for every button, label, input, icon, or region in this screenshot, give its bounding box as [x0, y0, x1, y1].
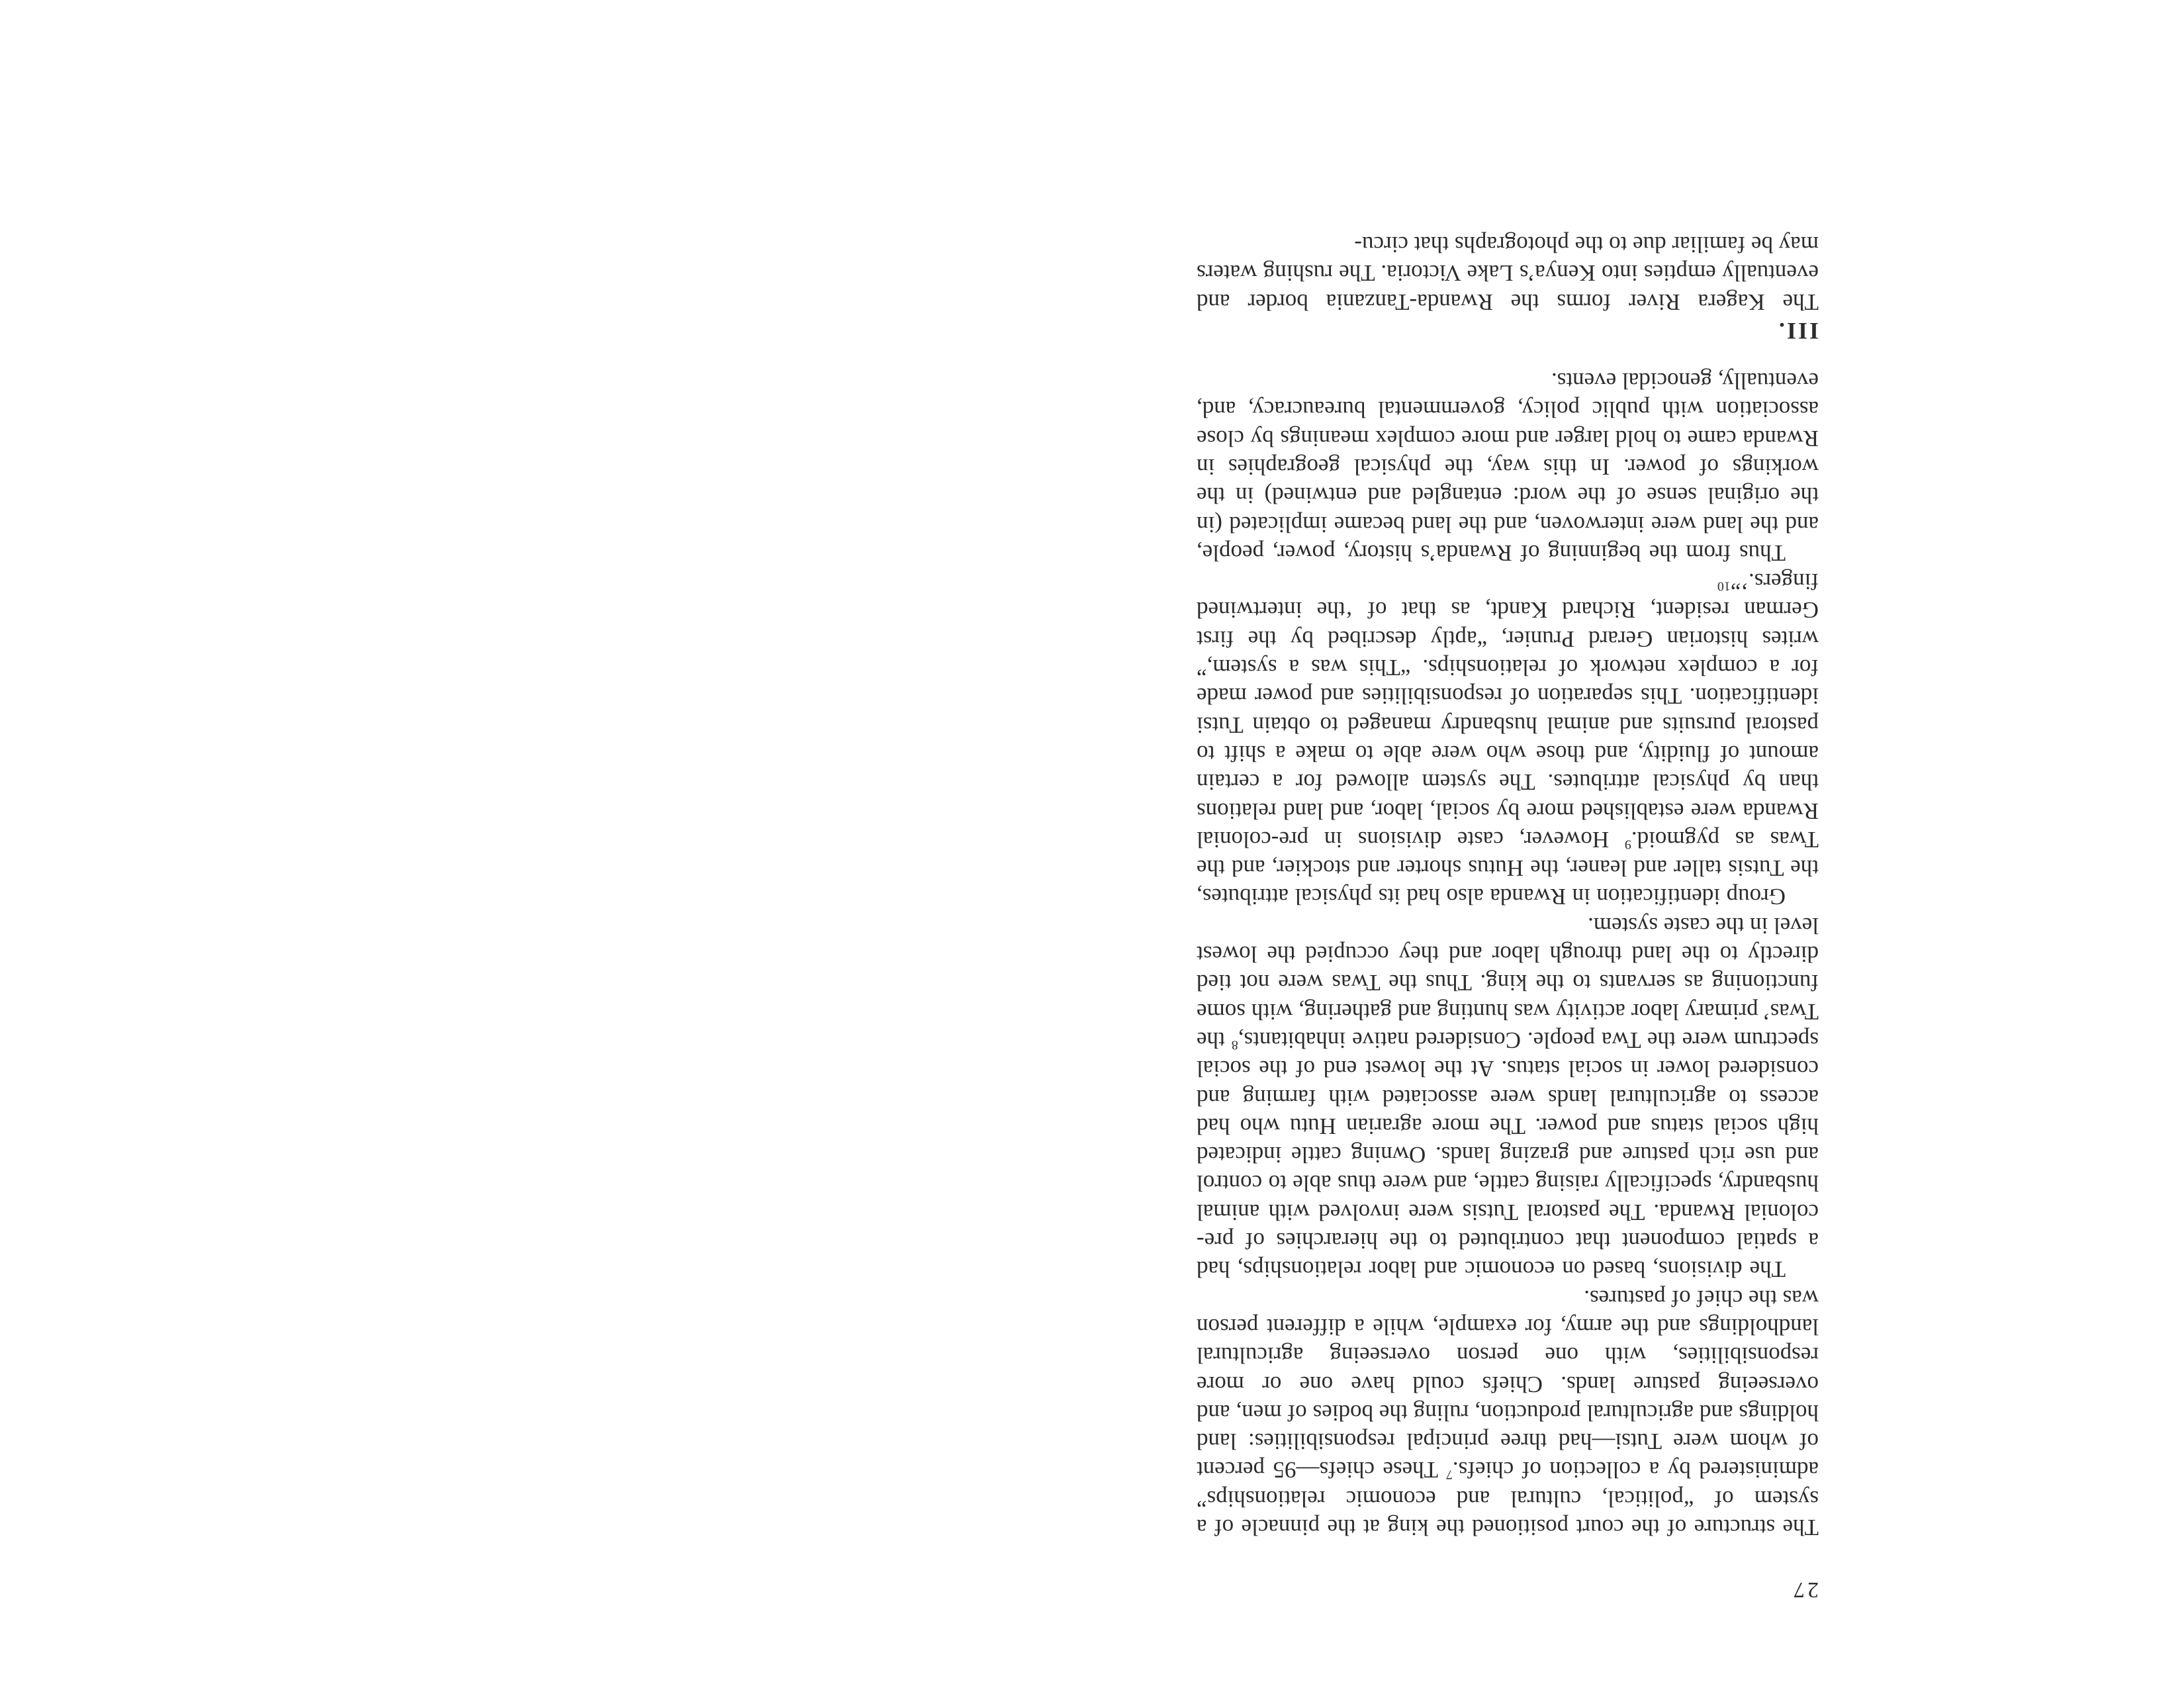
footnote-ref-10: 10	[1717, 579, 1731, 594]
page-number: 27	[1791, 1577, 1819, 1602]
paragraph-2: The divisions, based on economic and labor relationships, had a spatial component that contributed to the hierarchies of pre-colonial Rwanda. The pastoral Tutsis were involved with animal husbandry, specifically raising cattle, and were thus able to control and use rich pasture and grazing lands. Owning cattle indicated high social status and power. The more agrarian Hutu who had access to agricultural lands were associated with farming and considered lower in social status. At the lowest end of the social spectrum were the Twa people. Considered native inhabitants,$^8$ the Twas’ primary labor activity was hunting and gathering, with some functioning as servants to the king. Thus the Twas were not tied directly to the land through labor and they occupied the lowest level in the caste system.	[1197, 912, 1819, 1283]
footnote-ref-7: 7	[1445, 1468, 1453, 1483]
section-heading: III.	[1776, 317, 1819, 344]
rotated-text-block	[1197, 79, 1819, 1602]
paragraph-5: The Kagera River forms the Rwanda-Tanzania border and eventually empties into Kenya’s Lake Victoria. The rushing waters may be familiar due to the photographs that circu-	[1197, 231, 1819, 315]
paragraph-4: Thus from the beginning of Rwanda’s history, power, people, and the land were interwoven, and the land became implicated (in the original sense of the word: entangled and entwined) in the workings of power. In this way, the physical geographies in Rwanda came to hold larger and more complex meanings by close association with public policy, governmental bureaucracy, and, eventually, genocidal events.	[1197, 368, 1819, 566]
body-text	[1197, 230, 1819, 1542]
paragraph-1: The structure of the court positioned the king at the pinnacle of a system of “political, cultural and economic relationships” administered by a collection of chiefs.$^7$ These chiefs—95 percent of whom were Tutsi—had three principal responsibilities: land holdings and agricultural production, ruling the bodies of men, and overseeing pasture lands. Chiefs could have one or more responsibilities, with one person overseeing agricultural landholdings and the army, for example, while a different person was the chief of pastures.	[1197, 1285, 1819, 1540]
paragraph-3: Group identification in Rwanda also had its physical attributes, the Tutsis taller and leaner, the Hutus shorter and stockier, and the Twas as pygmoid.$^9$ However, caste divisions in pre-colonial Rwanda were established more by social, labor, and land relations than by physical attributes. The system allowed for a certain amount of fluidity, and those who were able to make a shift to pastoral pursuits and animal husbandry managed to obtain Tutsi identification. This separation of responsibilities and power made for a complex network of relationships. “This was a system,” writes historian Gerard Prunier, “aptly described by the first German resident, Richard Kandt, as that of ‘the intertwined fingers.’”$^{10}$	[1197, 569, 1819, 910]
footnote-ref-9: 9	[1624, 837, 1631, 852]
footnote-ref-8: 8	[1231, 1037, 1238, 1053]
